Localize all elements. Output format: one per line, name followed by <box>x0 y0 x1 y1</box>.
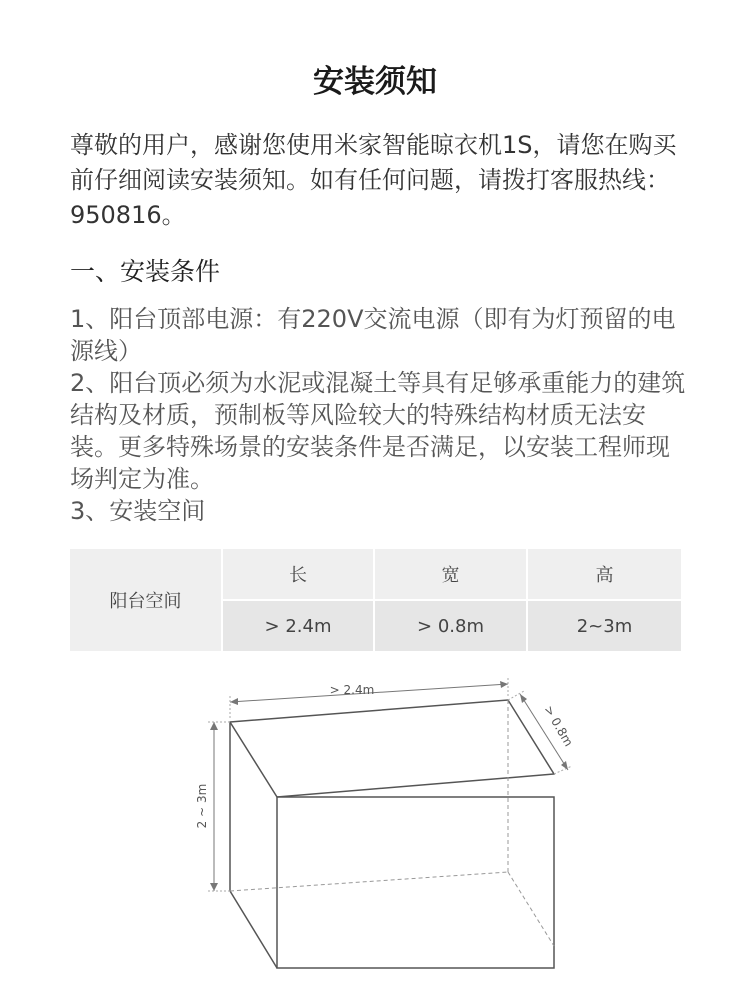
intro-paragraph: 尊敬的用户，感谢您使用米家智能晾衣机1S，请您在购买前仔细阅读安装须知。如有任何问题，请拨打客服热线：950816。 <box>70 131 677 229</box>
table-header-length: 长 <box>223 549 373 599</box>
condition-item-power: 1、阳台顶部电源：有220V交流电源（即有为灯预留的电源线） <box>70 305 676 365</box>
box-bottom-left-edge <box>230 891 277 968</box>
height-arrow-bottom <box>210 883 218 891</box>
width-arrow-top <box>520 694 527 703</box>
table-header-width: 宽 <box>375 549 526 599</box>
box-top-face <box>230 700 554 797</box>
table-value-height: 2~3m <box>528 601 681 651</box>
width-dimension-label: > 0.8m <box>541 703 576 749</box>
box-front-face <box>277 797 554 968</box>
table-value-width: > 0.8m <box>375 601 526 651</box>
length-dimension-label: > 2.4m <box>329 683 375 697</box>
width-dim-tick-bottom <box>554 766 572 774</box>
install-conditions-list <box>70 303 690 527</box>
height-arrow-top <box>210 722 218 730</box>
table-row-label: 阳台空间 <box>70 549 221 651</box>
table-header-height: 高 <box>528 549 681 599</box>
height-dimension-label: 2 ~ 3m <box>195 783 209 829</box>
condition-item-space: 3、安装空间 <box>70 497 206 525</box>
width-arrow-bottom <box>561 761 568 770</box>
box-hidden-edge-side <box>508 872 554 946</box>
length-arrow-right <box>500 681 508 688</box>
section-heading-install-conditions: 一、安装条件 <box>70 257 221 286</box>
table-value-length: > 2.4m <box>223 601 373 651</box>
length-arrow-left <box>230 698 238 705</box>
balcony-space-diagram <box>0 660 750 994</box>
space-requirements-table <box>70 549 681 651</box>
box-hidden-edge-back <box>230 872 508 891</box>
page-title: 安装须知 <box>313 64 437 100</box>
condition-item-ceiling: 2、阳台顶必须为水泥或混凝土等具有足够承重能力的建筑结构及材质，预制板等风险较大的特殊结构材质无法安装。更多特殊场景的安装条件是否满足，以安装工程师现场判定为准。 <box>70 369 686 493</box>
